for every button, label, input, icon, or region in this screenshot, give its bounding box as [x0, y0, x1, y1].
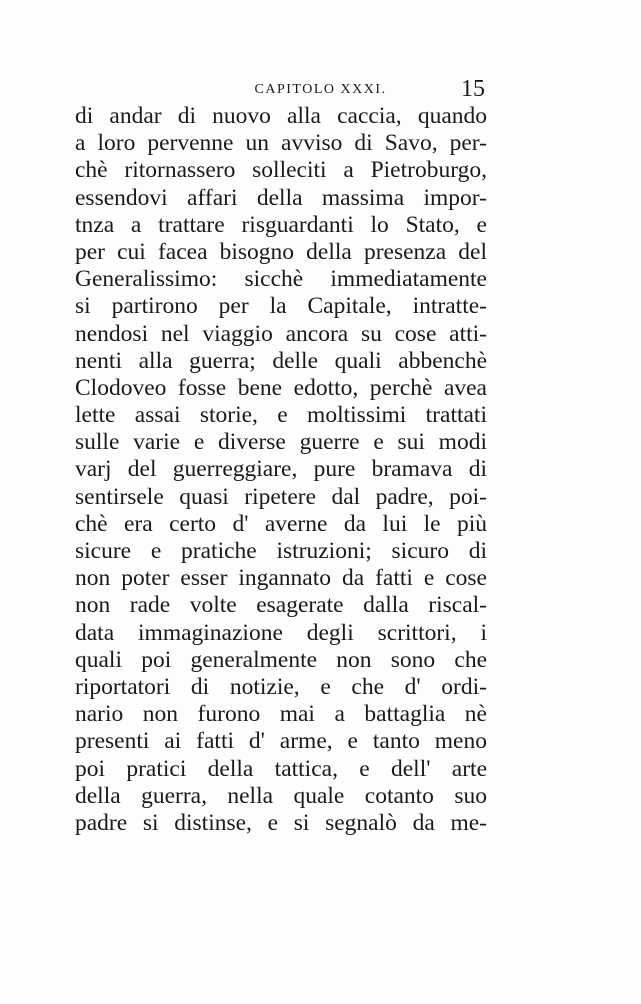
- text-line: sentirsele quasi ripetere dal padre, poi-: [75, 483, 487, 510]
- text-line: di andar di nuovo alla caccia, quando: [75, 103, 487, 129]
- text-line: chè era certo d' averne da lui le più: [75, 510, 487, 537]
- text-line: quali poi generalmente non sono che: [75, 646, 487, 673]
- text-line: nendosi nel viaggio ancora su cose atti-: [75, 320, 487, 347]
- text-line: presenti ai fatti d' arme, e tanto meno: [75, 728, 487, 755]
- page-header: [0, 76, 641, 106]
- text-line: sulle varie e diverse guerre e sui modi: [75, 429, 487, 456]
- text-line: nario non furono mai a battaglia nè: [75, 701, 487, 728]
- text-line: Clodoveo fosse bene edotto, perchè avea: [75, 374, 487, 401]
- text-line: lette assai storie, e moltissimi trattati: [75, 402, 487, 429]
- text-line: non rade volte esagerate dalla riscal-: [75, 592, 487, 619]
- text-line: nenti alla guerra; delle quali abbenchè: [75, 347, 487, 374]
- text-line: sicure e pratiche istruzioni; sicuro di: [75, 538, 487, 564]
- text-line: varj del guerreggiare, pure bramava di: [75, 456, 487, 483]
- body-text: [75, 103, 487, 837]
- text-line: riportatori di notizie, e che d' ordi-: [75, 673, 487, 700]
- text-line: per cui facea bisogno della presenza del: [75, 238, 487, 265]
- text-line: data immaginazione degli scrittori, i: [75, 619, 487, 646]
- text-line: padre si distinse, e si segnalò da me-: [75, 809, 487, 836]
- text-line: tnza a trattare risguardanti lo Stato, e: [75, 211, 487, 238]
- text-line: della guerra, nella quale cotanto suo: [75, 782, 487, 809]
- text-line: essendovi affari della massima impor-: [75, 184, 487, 211]
- text-line: poi pratici della tattica, e dell' arte: [75, 755, 487, 782]
- text-line: non poter esser ingannato da fatti e cose: [75, 565, 487, 592]
- text-line: si partirono per la Capitale, intratte-: [75, 293, 487, 320]
- text-line: Generalissimo: sicchè immediatamente: [75, 266, 487, 293]
- running-head: CAPITOLO XXXI.: [254, 82, 387, 97]
- text-line: chè ritornassero solleciti a Pietroburgo,: [75, 157, 487, 184]
- text-line: a loro pervenne un avviso di Savo, per-: [75, 130, 487, 157]
- page-number: 15: [461, 76, 485, 102]
